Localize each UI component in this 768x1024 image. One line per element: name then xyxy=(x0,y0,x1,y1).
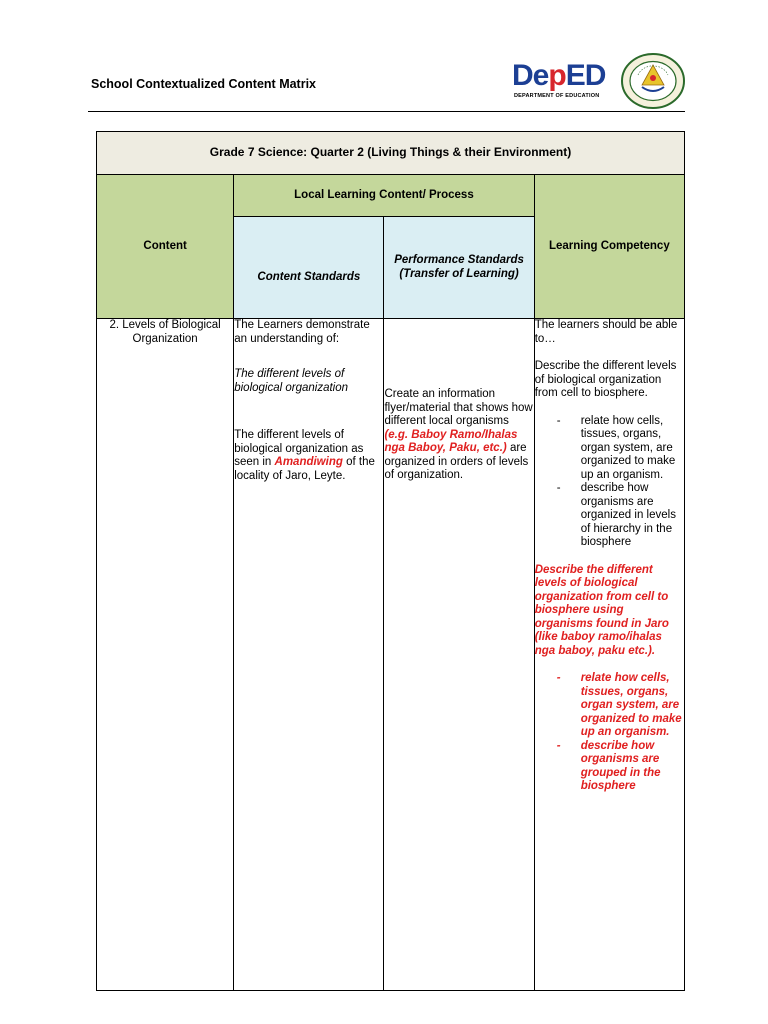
deped-logo-subtext: DEPARTMENT OF EDUCATION xyxy=(514,93,600,99)
lc-red-describe: Describe the different levels of biological organization from cell to biosphere using organisms found in Jaro (like baboy ramo/ihalas nga baboy, paku etc.). xyxy=(534,563,669,657)
header-divider xyxy=(88,111,685,112)
performance-standards-header xyxy=(384,217,534,319)
list-item xyxy=(535,672,684,740)
lc-red-sub-item-text: relate how cells, tissues, organs, organ system, are organized to make up an organism. xyxy=(580,672,682,738)
lc-sub-item-text: relate how cells, tissues, organs, organ system, are organized to make up an organism. xyxy=(580,414,676,481)
cs-item-1: The different levels of biological organization xyxy=(234,368,349,394)
ps-text-start: Create an information flyer/material that shows how different local organisms xyxy=(384,388,533,427)
lc-describe: Describe the different levels of biological organization from cell to biosphere. xyxy=(534,360,677,399)
content-header: Content xyxy=(97,175,234,319)
learning-competency-label: Learning Competency xyxy=(548,239,670,252)
content-text: 2. Levels of Biological Organization xyxy=(109,319,221,345)
cs-item-2-text-end: of the locality of Jaro, Leyte. xyxy=(234,456,375,482)
lc-sub-list xyxy=(535,415,684,550)
cs-item-2-text: The different levels of biological organization as seen in xyxy=(234,429,364,468)
cs-item-2-highlight: Amandiwing xyxy=(274,456,343,468)
ps-highlight: (e.g. Baboy Ramo/Ihalas nga Baboy, Paku, etc.) xyxy=(384,428,518,454)
cs-intro: The Learners demonstrate an understanding of: xyxy=(234,319,370,345)
content-standards-header xyxy=(234,217,384,319)
deped-logo xyxy=(512,60,612,100)
dash-marker: - xyxy=(556,739,561,752)
list-item xyxy=(535,740,684,794)
content-standards-label: Content Standards xyxy=(257,270,361,283)
performance-standards-cell xyxy=(384,319,534,991)
local-learning-header: Local Learning Content/ Process xyxy=(234,175,534,217)
content-matrix-table xyxy=(96,131,685,991)
dash-marker: - xyxy=(556,482,561,494)
cs-item-2 xyxy=(234,429,383,483)
list-item xyxy=(535,482,684,550)
lc-red-sub-item-text: describe how organisms are grouped in the biosphere xyxy=(580,739,661,792)
table-title: Grade 7 Science: Quarter 2 (Living Things & their Environment) xyxy=(97,132,685,175)
list-item xyxy=(535,415,684,483)
division-seal-icon xyxy=(620,53,686,109)
document-title: School Contextualized Content Matrix xyxy=(91,77,317,91)
dash-marker: - xyxy=(556,414,561,427)
content-cell xyxy=(97,319,234,991)
dash-marker: - xyxy=(556,672,561,684)
ps-text-end: are organized in orders of levels of organization. xyxy=(384,442,529,481)
performance-standards-label: Performance Standards (Transfer of Learning) xyxy=(394,254,524,280)
deped-logo-wordmark: DepED xyxy=(512,59,606,92)
learning-competency-header xyxy=(534,175,684,319)
learning-competency-cell xyxy=(534,319,684,991)
content-standards-cell xyxy=(234,319,384,991)
lc-red-sub-list xyxy=(535,672,684,794)
lc-intro: The learners should be able to… xyxy=(534,319,678,345)
ps-text xyxy=(384,388,533,483)
lc-sub-item-text: describe how organisms are organized in levels of hierarchy in the biosphere xyxy=(580,482,676,548)
